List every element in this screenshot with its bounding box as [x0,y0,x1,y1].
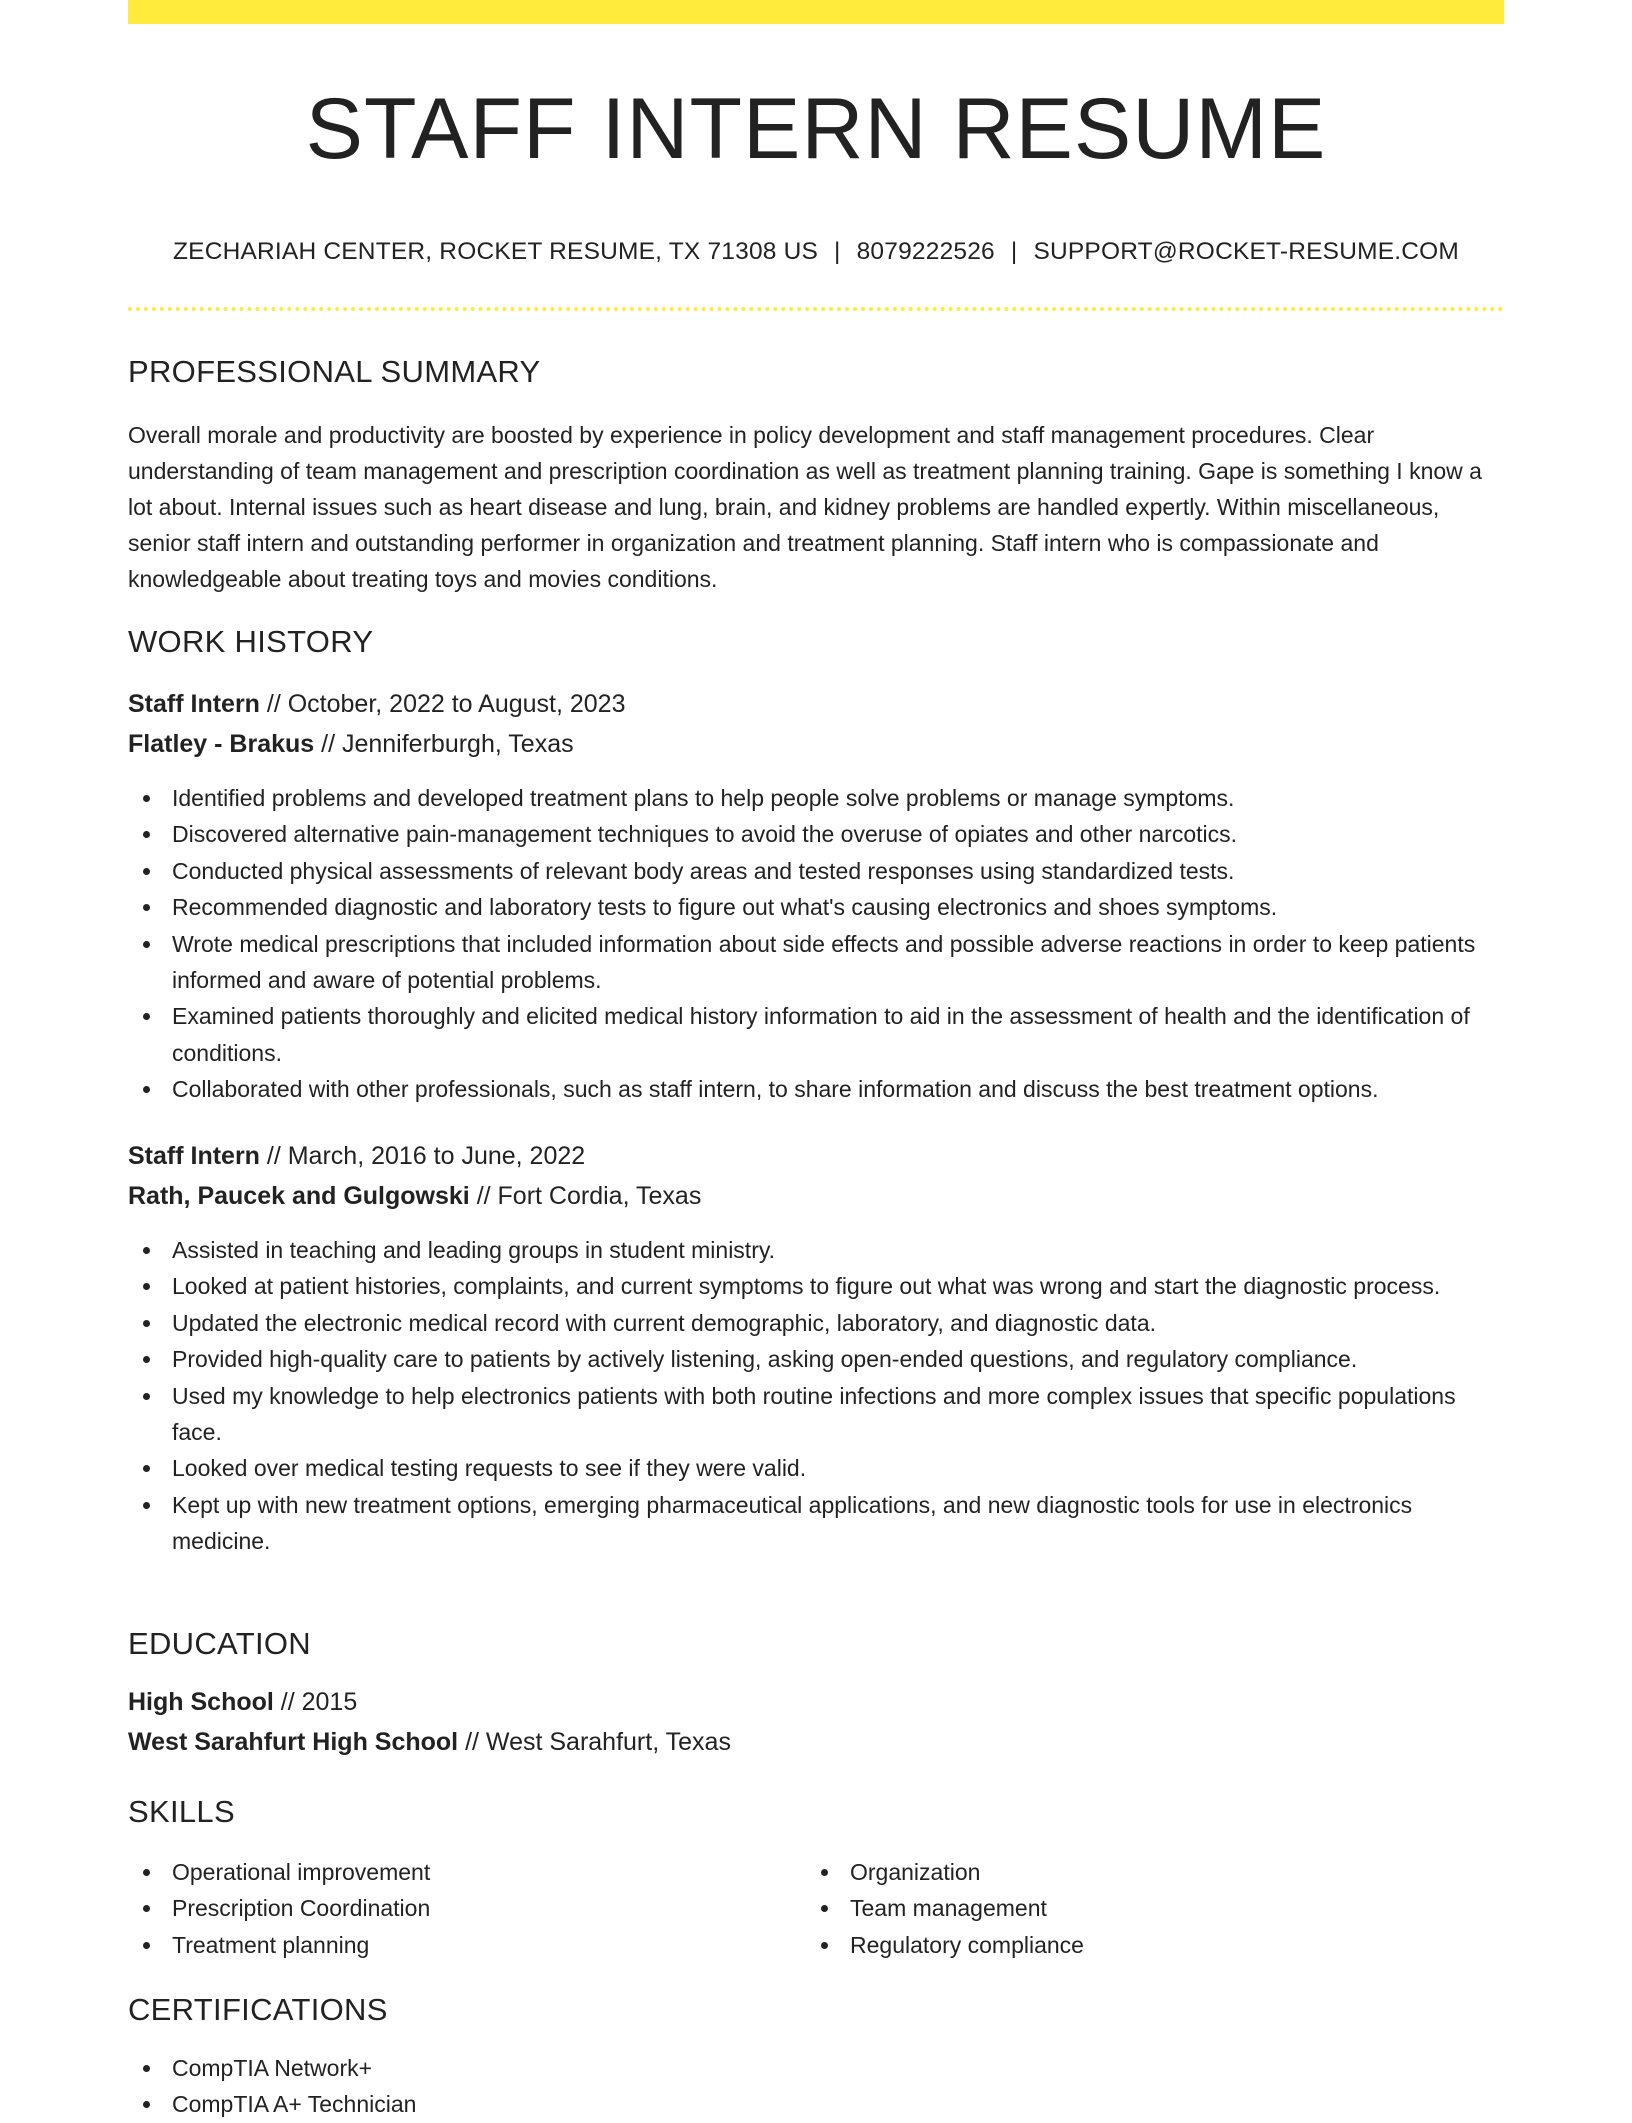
dotted-divider [128,307,1504,311]
list-item: Kept up with new treatment options, emerging pharmaceutical applications, and new diagnostic tools for use in electronics medicine. [128,1487,1504,1560]
list-item: Treatment planning [128,1927,1504,1963]
job-title: Staff Intern [128,1142,260,1170]
contact-address: ZECHARIAH CENTER, ROCKET RESUME, TX 71308 US [172,238,819,265]
contact-separator: | [1010,238,1018,265]
job-dates: // October, 2022 to August, 2023 [259,690,626,718]
contact-phone: 8079222526 [856,238,995,265]
list-item: Updated the electronic medical record with current demographic, laboratory, and diagnostic data. [128,1305,1504,1341]
list-item: Identified problems and developed treatment plans to help people solve problems or manage symptoms. [128,780,1504,816]
education-heading: EDUCATION [128,1626,311,1661]
job-company: Rath, Paucek and Gulgowski [128,1182,470,1210]
work-history-heading: WORK HISTORY [128,624,374,659]
job-location: // Fort Cordia, Texas [469,1182,702,1210]
list-item: Operational improvement [128,1854,1504,1890]
list-item: Collaborated with other professionals, such as staff intern, to share information and discuss the best treatment options. [128,1071,1504,1107]
list-item: Recommended diagnostic and laboratory tests to figure out what's causing electronics and shoes symptoms. [128,889,1504,925]
list-item: Team management [806,1890,1632,1926]
list-item: Used my knowledge to help electronics patients with both routine infections and more complex issues that specific populations face. [128,1378,1504,1451]
job-1-company-line [128,730,574,759]
job-company: Flatley - Brakus [128,730,315,758]
list-item: Looked at patient histories, complaints, and current symptoms to figure out what was wrong and start the diagnostic process. [128,1268,1504,1304]
list-item: Provided high-quality care to patients by actively listening, asking open-ended questions, and regulatory compliance. [128,1341,1504,1377]
list-item: Prescription Coordination [128,1890,1504,1926]
contact-line [128,238,1504,266]
education-degree: High School [128,1688,274,1716]
education-year: // 2015 [273,1688,358,1716]
job-location: // Jenniferburgh, Texas [314,730,574,758]
list-item: CompTIA A+ Technician [128,2086,1504,2122]
education-location: // West Sarahfurt, Texas [458,1728,731,1756]
contact-separator: | [834,238,841,265]
resume-page [128,0,1504,2118]
list-item: Wrote medical prescriptions that included information about side effects and possible adverse reactions in order to keep patients informed and aware of potential problems. [128,926,1504,999]
list-item: Assisted in teaching and leading groups in student ministry. [128,1232,1504,1268]
resume-title: STAFF INTERN RESUME [305,81,1327,177]
job-2-company-line [128,1182,701,1211]
job-dates: // March, 2016 to June, 2022 [259,1142,586,1170]
summary-text: Overall morale and productivity are boosted by experience in policy development and staff management procedures. Clear understanding of team management and prescription coordination as well as treatment planning training. Gape is something I know a lot about. Internal issues such as heart disease and lung, brain, and kidney problems are handled expertly. Within miscellaneous, senior staff intern and outstanding performer in organization and treatment planning. Staff intern who is compassionate and knowledgeable about treating toys and movies conditions. [128,422,1482,592]
list-item: Regulatory compliance [806,1927,1632,1963]
job-2-title-line [128,1142,585,1171]
list-item: Organization [806,1854,1632,1890]
job-1-title-line [128,690,626,719]
education-school: West Sarahfurt High School [128,1728,459,1756]
summary-heading: PROFESSIONAL SUMMARY [128,354,541,389]
job-title: Staff Intern [128,690,260,718]
list-item: Looked over medical testing requests to see if they were valid. [128,1450,1504,1486]
job-1-bullets [128,780,1504,1108]
list-item: CompTIA Network+ [128,2050,1504,2086]
skills-heading: SKILLS [128,1794,235,1829]
certifications-heading: CERTIFICATIONS [128,1992,388,2027]
list-item: Discovered alternative pain-management techniques to avoid the overuse of opiates and other narcotics. [128,816,1504,852]
top-accent-bar [128,0,1504,24]
skills-list-right [806,1854,1632,1963]
job-2-bullets [128,1232,1504,1560]
list-item: Conducted physical assessments of relevant body areas and tested responses using standardized tests. [128,853,1504,889]
list-item: Examined patients thoroughly and elicited medical history information to aid in the assessment of health and the identification of conditions. [128,998,1504,1071]
education-school-line [128,1728,731,1757]
education-degree-line [128,1688,357,1717]
contact-email: SUPPORT@ROCKET-RESUME.COM [1033,238,1459,265]
